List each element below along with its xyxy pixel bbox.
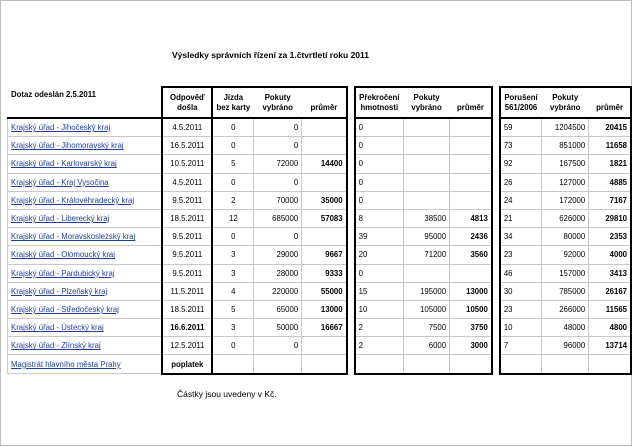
- poruseni-prumer: 2353: [589, 228, 631, 246]
- jizda-prumer: [302, 228, 347, 246]
- currency-note: Částky jsou uvedeny v Kč.: [177, 389, 277, 399]
- header-prekroceni: Překročení: [355, 87, 404, 103]
- poruseni-prumer: 7167: [589, 191, 631, 209]
- prekroceni-vybrano: 71200: [404, 246, 450, 264]
- poruseni-prumer: 3413: [589, 264, 631, 282]
- office-link[interactable]: Krajský úřad - Olomoucký kraj: [11, 250, 115, 260]
- office-link[interactable]: Krajský úřad - Karlovarský kraj: [11, 159, 117, 169]
- poruseni-prumer: 11658: [589, 137, 631, 155]
- office-cell: [8, 191, 163, 209]
- table-row: [8, 209, 632, 227]
- prekroceni-vybrano: [404, 118, 450, 137]
- poruseni-count: 30: [500, 282, 542, 300]
- poruseni-prumer: 20415: [589, 118, 631, 137]
- jizda-prumer: 35000: [302, 191, 347, 209]
- prekroceni-prumer: [450, 118, 492, 137]
- office-cell: [8, 282, 163, 300]
- response-date: 18.5.2011: [162, 300, 212, 318]
- header-bez-karty: bez karty: [212, 103, 253, 119]
- jizda-count: [212, 355, 253, 374]
- poruseni-vybrano: 1204500: [542, 118, 589, 137]
- office-cell: [8, 173, 163, 191]
- header-row-2: [8, 103, 632, 119]
- jizda-vybrano: 0: [254, 173, 302, 191]
- office-cell: [8, 300, 163, 318]
- poruseni-vybrano: 172000: [542, 191, 589, 209]
- response-date: 9.5.2011: [162, 246, 212, 264]
- jizda-vybrano: 0: [254, 137, 302, 155]
- response-date: 9.5.2011: [162, 191, 212, 209]
- prekroceni-vybrano: [404, 191, 450, 209]
- jizda-count: 4: [212, 282, 253, 300]
- office-link[interactable]: Krajský úřad - Jihomoravský kraj: [11, 141, 124, 151]
- table-row: [8, 191, 632, 209]
- prekroceni-vybrano: [404, 355, 450, 374]
- office-link[interactable]: Krajský úřad - Středočeský kraj: [11, 304, 119, 314]
- table-row: [8, 337, 632, 355]
- prekroceni-count: 8: [355, 209, 404, 227]
- prekroceni-prumer: 3560: [450, 246, 492, 264]
- jizda-count: 3: [212, 246, 253, 264]
- prekroceni-prumer: [450, 264, 492, 282]
- poruseni-prumer: 13714: [589, 337, 631, 355]
- jizda-vybrano: [254, 355, 302, 374]
- poruseni-vybrano: 785000: [542, 282, 589, 300]
- office-link[interactable]: Krajský úřad - Plzeňský kraj: [11, 286, 108, 296]
- poruseni-prumer: 1821: [589, 155, 631, 173]
- table-row: [8, 264, 632, 282]
- jizda-count: 5: [212, 155, 253, 173]
- prekroceni-count: 2: [355, 319, 404, 337]
- poruseni-count: 23: [500, 246, 542, 264]
- jizda-count: 5: [212, 300, 253, 318]
- office-link[interactable]: Krajský úřad - Pardubický kraj: [11, 268, 115, 278]
- prekroceni-prumer: [450, 173, 492, 191]
- response-date: 18.5.2011: [162, 209, 212, 227]
- prekroceni-vybrano: 105000: [404, 300, 450, 318]
- poruseni-count: 46: [500, 264, 542, 282]
- poruseni-vybrano: 851000: [542, 137, 589, 155]
- office-cell: [8, 155, 163, 173]
- office-link[interactable]: Krajský úřad - Jihočeský kraj: [11, 123, 111, 133]
- prekroceni-vybrano: [404, 155, 450, 173]
- jizda-prumer: 14400: [302, 155, 347, 173]
- prekroceni-prumer: 3750: [450, 319, 492, 337]
- prekroceni-count: 0: [355, 118, 404, 137]
- prekroceni-vybrano: 7500: [404, 319, 450, 337]
- results-table: [7, 86, 632, 375]
- office-link[interactable]: Krajský úřad - Zlínský kraj: [11, 341, 101, 351]
- prekroceni-prumer: [450, 155, 492, 173]
- poruseni-vybrano: 92000: [542, 246, 589, 264]
- poruseni-vybrano: 96000: [542, 337, 589, 355]
- prekroceni-count: 10: [355, 300, 404, 318]
- jizda-vybrano: 50000: [254, 319, 302, 337]
- response-date: 12.5.2011: [162, 337, 212, 355]
- response-date: 11.5.2011: [162, 282, 212, 300]
- poruseni-count: [500, 355, 542, 374]
- table-row: [8, 228, 632, 246]
- header-dosla: došla: [162, 103, 212, 119]
- prekroceni-vybrano: 38500: [404, 209, 450, 227]
- prekroceni-count: 15: [355, 282, 404, 300]
- poruseni-vybrano: 167500: [542, 155, 589, 173]
- office-link[interactable]: Krajský úřad - Kraj Vysočina: [11, 177, 109, 187]
- jizda-count: 0: [212, 228, 253, 246]
- table-row: [8, 173, 632, 191]
- response-date: 16.5.2011: [162, 137, 212, 155]
- jizda-count: 12: [212, 209, 253, 227]
- prekroceni-prumer: [450, 191, 492, 209]
- jizda-prumer: [302, 118, 347, 137]
- header-odpoved: Odpověď: [162, 87, 212, 103]
- jizda-prumer: 9667: [302, 246, 347, 264]
- jizda-count: 0: [212, 137, 253, 155]
- prekroceni-vybrano: 195000: [404, 282, 450, 300]
- prekroceni-vybrano: 6000: [404, 337, 450, 355]
- office-cell: [8, 246, 163, 264]
- header-pokuty-prekroceni: Pokuty: [404, 87, 450, 103]
- header-vybrano-jizda: vybráno: [254, 103, 302, 119]
- jizda-prumer: 57083: [302, 209, 347, 227]
- office-link[interactable]: Krajský úřad - Liberecký kraj: [11, 214, 110, 224]
- jizda-prumer: 13000: [302, 300, 347, 318]
- table-row: [8, 118, 632, 137]
- header-prumer-prekroceni: průměr: [450, 103, 492, 119]
- poruseni-vybrano: 127000: [542, 173, 589, 191]
- poruseni-prumer: 26167: [589, 282, 631, 300]
- header-pokuty-poruseni: Pokuty: [542, 87, 589, 103]
- header-prumer-jizda: průměr: [302, 103, 347, 119]
- prekroceni-prumer: [450, 137, 492, 155]
- jizda-vybrano: 0: [254, 337, 302, 355]
- jizda-prumer: 16667: [302, 319, 347, 337]
- header-pokuty-jizda: Pokuty: [254, 87, 302, 103]
- dotaz-label: Dotaz odeslán 2.5.2011: [11, 90, 96, 100]
- response-date: 9.5.2011: [162, 264, 212, 282]
- jizda-vybrano: 685000: [254, 209, 302, 227]
- response-date: 4.5.2011: [162, 173, 212, 191]
- poruseni-vybrano: 157000: [542, 264, 589, 282]
- jizda-prumer: 55000: [302, 282, 347, 300]
- table-row: [8, 319, 632, 337]
- poruseni-vybrano: 266000: [542, 300, 589, 318]
- poruseni-prumer: 4800: [589, 319, 631, 337]
- response-date: poplatek: [162, 355, 212, 374]
- table-row: [8, 355, 632, 374]
- poruseni-prumer: [589, 355, 631, 374]
- prekroceni-vybrano: [404, 264, 450, 282]
- header-poruseni: Porušení: [500, 87, 542, 103]
- response-date: 16.6.2011: [162, 319, 212, 337]
- prekroceni-count: 20: [355, 246, 404, 264]
- prekroceni-count: 0: [355, 155, 404, 173]
- office-cell: [8, 264, 163, 282]
- poruseni-vybrano: 626000: [542, 209, 589, 227]
- jizda-count: 0: [212, 173, 253, 191]
- office-cell: [8, 228, 163, 246]
- poruseni-prumer: 4885: [589, 173, 631, 191]
- poruseni-vybrano: [542, 355, 589, 374]
- jizda-vybrano: 0: [254, 118, 302, 137]
- office-cell: [8, 355, 163, 374]
- office-cell: [8, 137, 163, 155]
- prekroceni-count: 0: [355, 137, 404, 155]
- poruseni-vybrano: 80000: [542, 228, 589, 246]
- table-row: [8, 246, 632, 264]
- poruseni-vybrano: 48000: [542, 319, 589, 337]
- response-date: 4.5.2011: [162, 118, 212, 137]
- jizda-count: 3: [212, 264, 253, 282]
- jizda-vybrano: 29000: [254, 246, 302, 264]
- poruseni-count: 92: [500, 155, 542, 173]
- prekroceni-count: 0: [355, 191, 404, 209]
- jizda-prumer: [302, 337, 347, 355]
- poruseni-count: 10: [500, 319, 542, 337]
- poruseni-prumer: 29810: [589, 209, 631, 227]
- jizda-prumer: [302, 173, 347, 191]
- poruseni-count: 26: [500, 173, 542, 191]
- poruseni-count: 21: [500, 209, 542, 227]
- jizda-count: 0: [212, 118, 253, 137]
- prekroceni-count: 0: [355, 173, 404, 191]
- poruseni-count: 59: [500, 118, 542, 137]
- office-cell: [8, 118, 163, 137]
- jizda-vybrano: 72000: [254, 155, 302, 173]
- poruseni-prumer: 4000: [589, 246, 631, 264]
- table-row: [8, 300, 632, 318]
- prekroceni-prumer: 3000: [450, 337, 492, 355]
- prekroceni-vybrano: [404, 137, 450, 155]
- office-link[interactable]: Krajský úřad - Ústecký kraj: [11, 323, 104, 333]
- prekroceni-vybrano: 95000: [404, 228, 450, 246]
- prekroceni-prumer: 4813: [450, 209, 492, 227]
- table-row: [8, 137, 632, 155]
- prekroceni-count: 2: [355, 337, 404, 355]
- poruseni-prumer: 11565: [589, 300, 631, 318]
- prekroceni-count: 0: [355, 264, 404, 282]
- header-row-1: [8, 87, 632, 103]
- table-row: [8, 155, 632, 173]
- page-title: Výsledky správních řízení za 1.čtvrtletí roku 2011: [172, 50, 370, 60]
- office-link[interactable]: Krajský úřad - Moravskoslezský kraj: [11, 232, 136, 242]
- response-date: 9.5.2011: [162, 228, 212, 246]
- poruseni-count: 7: [500, 337, 542, 355]
- jizda-vybrano: 70000: [254, 191, 302, 209]
- prekroceni-count: 39: [355, 228, 404, 246]
- office-cell: [8, 209, 163, 227]
- jizda-prumer: [302, 137, 347, 155]
- office-cell: [8, 319, 163, 337]
- jizda-count: 2: [212, 191, 253, 209]
- jizda-prumer: 9333: [302, 264, 347, 282]
- table-row: [8, 282, 632, 300]
- poruseni-count: 24: [500, 191, 542, 209]
- header-jizda: Jízda: [212, 87, 253, 103]
- jizda-prumer: [302, 355, 347, 374]
- header-prumer-poruseni: průměr: [589, 103, 631, 119]
- jizda-vybrano: 0: [254, 228, 302, 246]
- header-vybrano-prekroceni: vybráno: [404, 103, 450, 119]
- jizda-vybrano: 28000: [254, 264, 302, 282]
- prekroceni-prumer: [450, 355, 492, 374]
- jizda-count: 0: [212, 337, 253, 355]
- prekroceni-prumer: 13000: [450, 282, 492, 300]
- response-date: 10.5.2011: [162, 155, 212, 173]
- office-link[interactable]: Krajský úřad - Královéhradecký kraj: [11, 195, 135, 205]
- prekroceni-vybrano: [404, 173, 450, 191]
- poruseni-count: 34: [500, 228, 542, 246]
- header-vybrano-poruseni: vybráno: [542, 103, 589, 119]
- office-link[interactable]: Magistrát hlavního města Prahy: [11, 359, 121, 369]
- header-561-2006: 561/2006: [500, 103, 542, 119]
- poruseni-count: 23: [500, 300, 542, 318]
- prekroceni-prumer: 10500: [450, 300, 492, 318]
- jizda-count: 3: [212, 319, 253, 337]
- poruseni-count: 73: [500, 137, 542, 155]
- office-cell: [8, 337, 163, 355]
- header-hmotnosti: hmotnosti: [355, 103, 404, 119]
- prekroceni-prumer: 2436: [450, 228, 492, 246]
- jizda-vybrano: 65000: [254, 300, 302, 318]
- jizda-vybrano: 220000: [254, 282, 302, 300]
- prekroceni-count: [355, 355, 404, 374]
